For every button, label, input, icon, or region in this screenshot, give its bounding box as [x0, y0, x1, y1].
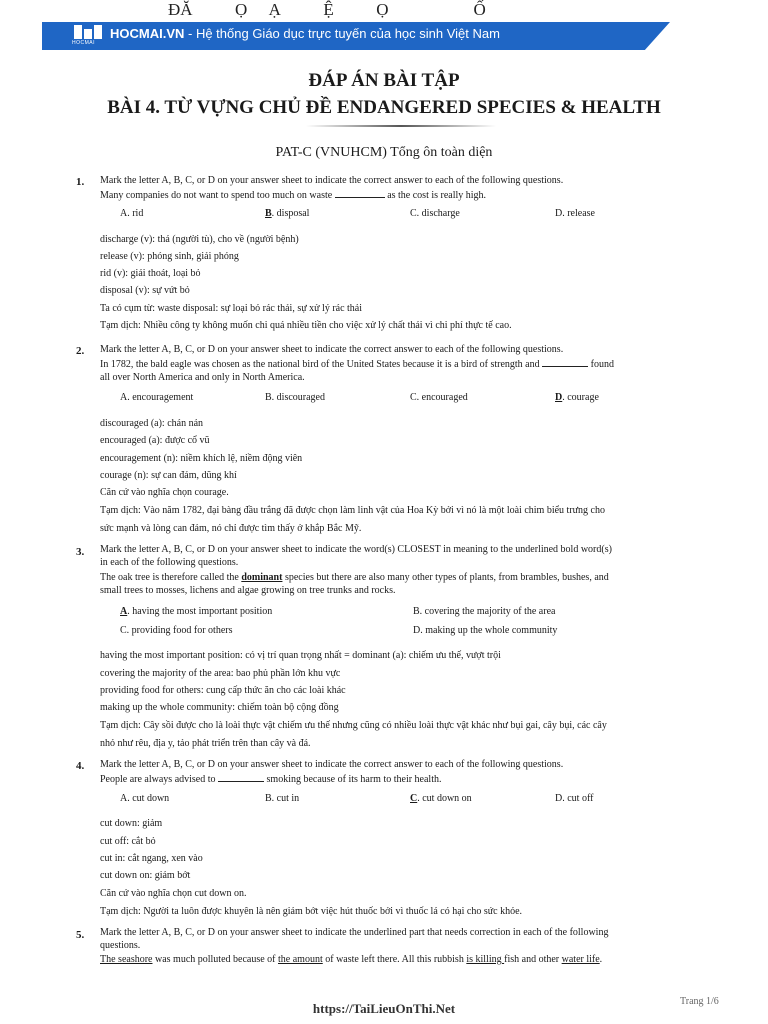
option-a: A. cut down	[120, 793, 170, 804]
footer-url[interactable]: https://TaiLieuOnThi.Net	[312, 1001, 456, 1016]
course-name: PAT-C (VNUHCM) Tổng ôn toàn diện	[275, 145, 493, 160]
question-stem	[100, 357, 614, 371]
question-number: 4.	[76, 760, 85, 772]
stem-part: .	[599, 954, 603, 965]
option-c: C. discharge	[410, 208, 460, 219]
question-stem	[100, 571, 609, 584]
question-instruction: Mark the letter A, B, C, or D on your answer sheet to indicate the correct answer to each of the following questions.	[100, 759, 564, 770]
logo-block-mid	[84, 29, 92, 39]
option-c: C. encouraged	[410, 392, 468, 403]
option-d-correct	[555, 392, 599, 403]
stem-part: Many companies do not want to spend too much on waste	[100, 190, 333, 201]
explanation-line: cut down: giảm	[100, 818, 163, 829]
explanation-line: discharge (v): thả (người tù), cho về (người bệnh)	[100, 234, 299, 245]
correct-letter: A	[120, 606, 128, 617]
explanation-line: cut down on: giảm bớt	[100, 870, 191, 881]
option-text: . disposal	[271, 208, 310, 219]
explanation-line: Căn cứ vào nghĩa chọn courage.	[100, 487, 229, 498]
option-b: B. cut in	[265, 793, 300, 804]
logo-block-right	[94, 25, 102, 39]
explanation-line: Căn cứ vào nghĩa chọn cut down on.	[100, 888, 247, 899]
question-stem: small trees to mosses, lichens and algae growing on tree trunks and rocks.	[100, 585, 396, 596]
answer-blank	[218, 772, 264, 782]
option-c: C. providing food for others	[120, 625, 233, 636]
question-stem	[100, 188, 486, 202]
underlined-part-c: is killing	[466, 954, 505, 965]
option-b-correct	[265, 208, 309, 219]
stem-part: fish and other	[504, 954, 562, 965]
option-d: D. cut off	[555, 793, 594, 804]
explanation-line: sức mạnh và lòng can đảm, nó chỉ được tìm thấy ở khắp Bắc Mỹ.	[100, 523, 362, 534]
explanation-line: cut in: cắt ngang, xen vào	[100, 853, 203, 864]
explanation-line: making up the whole community: chiếm toàn bộ cộng đồng	[100, 702, 339, 713]
explanation-line: Tạm dịch: Cây sồi được cho là loài thực vật chiếm ưu thế nhưng cũng có nhiều loài thực vật khác như bụi gai, cây bụi, các cây	[100, 720, 607, 731]
option-b: B. covering the majority of the area	[413, 606, 556, 617]
header-title-fragment: ĐĂ Ọ Ạ Ệ Ọ Ố	[168, 0, 486, 19]
answer-blank	[542, 357, 588, 367]
explanation-line: courage (n): sự can đảm, dũng khí	[100, 470, 237, 481]
hocmai-banner	[42, 22, 670, 50]
option-d: D. release	[555, 208, 595, 219]
banner-text	[110, 26, 500, 41]
title-divider	[306, 125, 496, 127]
explanation-line: nhỏ như rêu, địa y, tảo phát triển trên than cây và đá.	[100, 738, 311, 749]
page-subtitle: BÀI 4. TỪ VỰNG CHỦ ĐỀ ENDANGERED SPECIES & HEALTH	[107, 97, 661, 118]
question-number: 2.	[76, 345, 85, 357]
stem-part: of waste left there. All this rubbish	[322, 954, 467, 965]
explanation-line: disposal (v): sự vứt bỏ	[100, 285, 190, 296]
question-instruction: Mark the letter A, B, C, or D on your answer sheet to indicate the underlined part that needs correction in each of the following	[100, 927, 609, 938]
stem-part: The oak tree is therefore called the	[100, 572, 242, 583]
underlined-part-b: the amount	[278, 954, 323, 965]
explanation-line: discouraged (a): chán nản	[100, 418, 204, 429]
stem-part: People are always advised to	[100, 774, 216, 785]
option-d: D. making up the whole community	[413, 625, 558, 636]
page-title: ĐÁP ÁN BÀI TẬP	[308, 70, 460, 91]
question-number: 3.	[76, 546, 85, 558]
option-text: . courage	[562, 392, 599, 403]
option-a-correct	[120, 606, 272, 617]
explanation-line: rid (v): giải thoát, loại bỏ	[100, 268, 201, 279]
explanation-line: encouragement (n): niềm khích lệ, niềm động viên	[100, 453, 303, 464]
stem-part: smoking because of its harm to their health.	[266, 774, 442, 785]
option-a: A. encouragement	[120, 392, 194, 403]
option-text: . having the most important position	[127, 606, 273, 617]
option-text: . cut down on	[417, 793, 472, 804]
underlined-part-d: water life	[561, 954, 600, 965]
stem-part: was much polluted because of	[152, 954, 279, 965]
explanation-line: Tạm dịch: Người ta luôn được khuyên là nên giảm bớt việc hút thuốc bởi vì thuốc lá có hại cho sức khỏe.	[100, 906, 523, 917]
explanation-line: Ta có cụm từ: waste disposal: sự loại bỏ rác thải, sự xử lý rác thải	[100, 303, 363, 314]
question-instruction: Mark the letter A, B, C, or D on your answer sheet to indicate the correct answer to each of the following questions.	[100, 344, 564, 355]
hocmai-logo-icon	[72, 25, 102, 47]
logo-block-left	[74, 25, 82, 39]
question-stem	[100, 772, 442, 786]
stem-part: found	[590, 359, 614, 370]
option-b: B. discouraged	[265, 392, 325, 403]
question-stem: all over North America and only in North America.	[100, 372, 305, 383]
page-number: Trang 1/6	[680, 996, 719, 1007]
explanation-line: cut off: cắt bỏ	[100, 836, 156, 847]
explanation-line: providing food for others: cung cấp thức ăn cho các loài khác	[100, 685, 346, 696]
banner-site: HOCMAI.VN	[110, 26, 185, 41]
question-instruction: Mark the letter A, B, C, or D on your answer sheet to indicate the word(s) CLOSEST in meaning to the underlined bold word(s)	[100, 544, 612, 555]
correct-letter: D	[555, 392, 563, 403]
correct-letter: C	[410, 793, 418, 804]
explanation-line: Tạm dịch: Nhiều công ty không muốn chi quá nhiều tiền cho việc xử lý chất thải vì chi phí thực tế cao.	[100, 320, 512, 331]
question-stem	[100, 953, 602, 966]
answer-blank	[335, 188, 385, 198]
question-number: 5.	[76, 929, 85, 941]
logo-text: HOCMAI	[72, 40, 95, 46]
underlined-bold-word: dominant	[241, 572, 283, 583]
explanation-line: Tạm dịch: Vào năm 1782, đại bàng đầu trắng đã được chọn làm linh vật của Hoa Kỳ bởi vì nó là một loài chim biểu trưng cho	[100, 505, 605, 516]
explanation-line: encouraged (a): được cổ vũ	[100, 435, 210, 446]
banner-tagline: - Hệ thống Giáo dục trực tuyến của học sinh Việt Nam	[184, 26, 500, 41]
question-instruction: in each of the following questions.	[100, 557, 239, 568]
question-number: 1.	[76, 176, 85, 188]
option-c-correct	[410, 793, 472, 804]
stem-part: In 1782, the bald eagle was chosen as the national bird of the United States because it is a bird of strength and	[100, 359, 540, 370]
underlined-part-a: The seashore	[100, 954, 153, 965]
correct-letter: B	[265, 208, 272, 219]
question-instruction: questions.	[100, 940, 141, 951]
stem-part: species but there are also many other types of plants, from brambles, bushes, and	[282, 572, 609, 583]
explanation-line: having the most important position: có vị trí quan trọng nhất = dominant (a): chiếm ưu thế, vượt trội	[100, 650, 501, 661]
question-instruction: Mark the letter A, B, C, or D on your answer sheet to indicate the correct answer to each of the following questions.	[100, 175, 564, 186]
explanation-line: release (v): phóng sinh, giải phóng	[100, 251, 239, 262]
option-a: A. rid	[120, 208, 144, 219]
explanation-line: covering the majority of the area: bao phủ phần lớn khu vực	[100, 668, 341, 679]
stem-part: as the cost is really high.	[387, 190, 487, 201]
